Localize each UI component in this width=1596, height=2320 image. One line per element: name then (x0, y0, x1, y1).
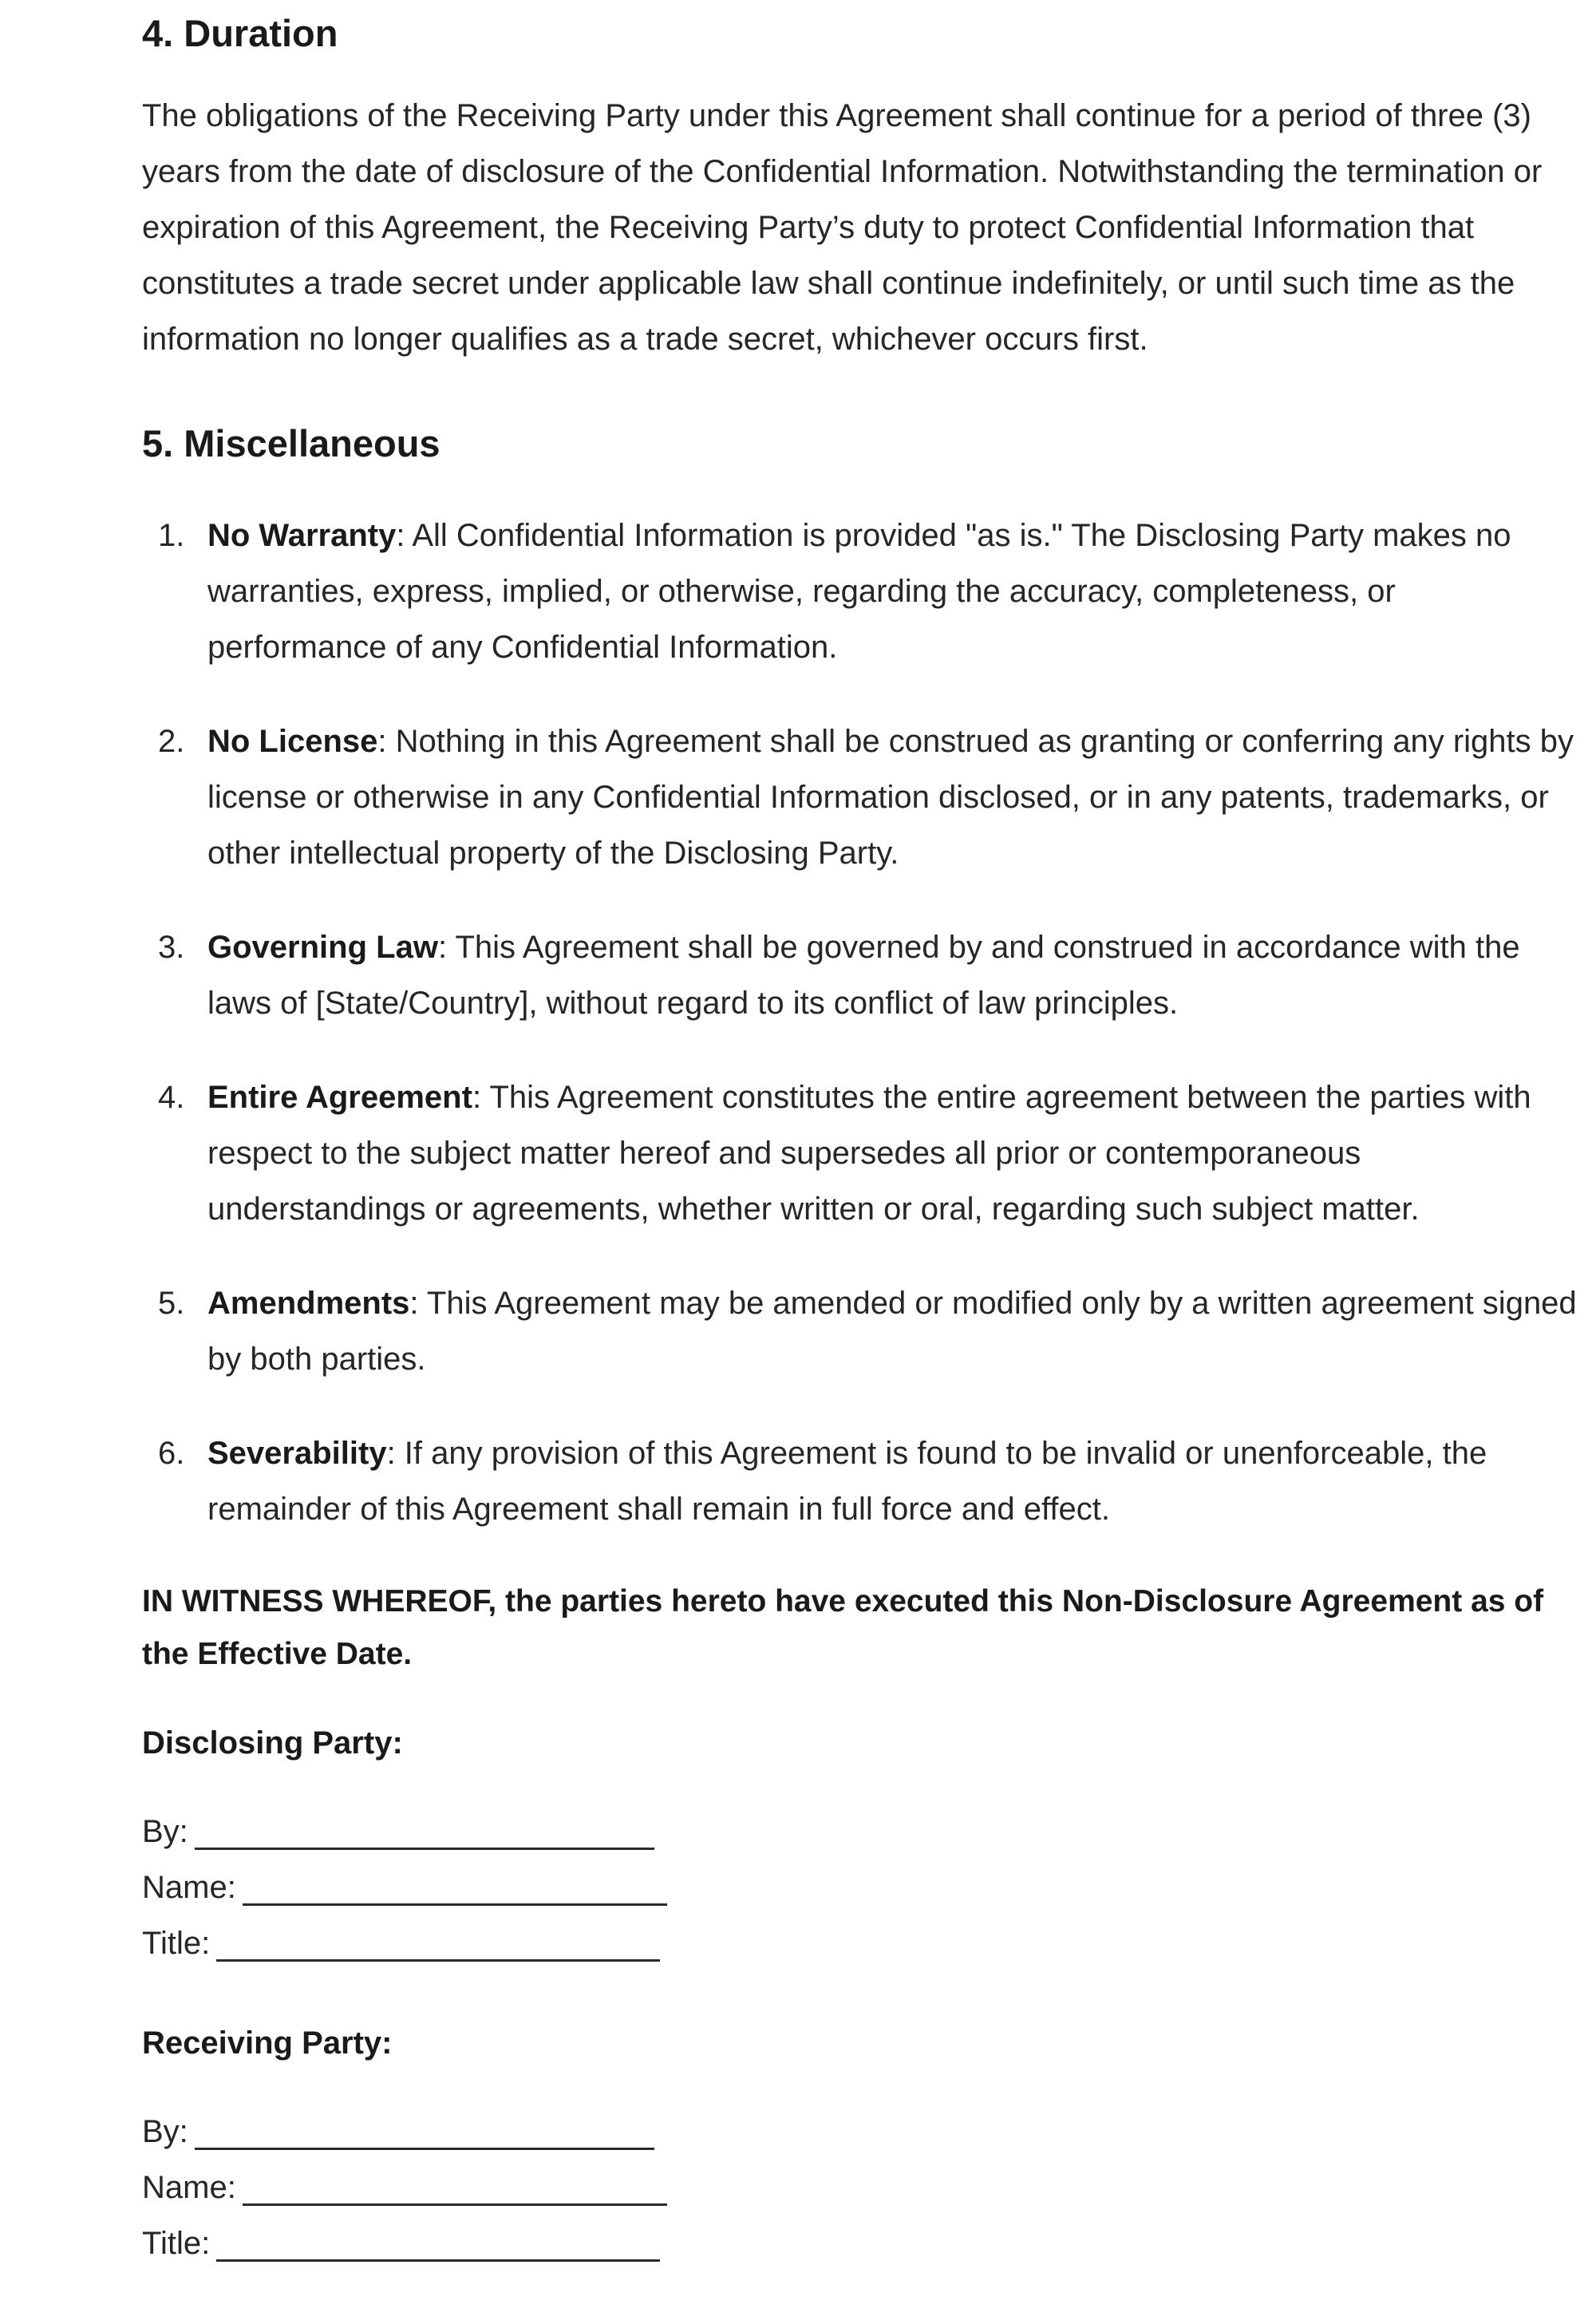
list-item-number: 1. (158, 518, 185, 553)
title-blank[interactable] (216, 1924, 660, 1962)
list-item-governing-law (142, 919, 1580, 1031)
list-item-term: No License (207, 724, 378, 759)
list-item-text: : This Agreement shall be governed by and construed in accordance with the laws of [State/Country], without regard to its conflict of law principles. (207, 930, 1520, 1021)
disclosing-by-line (142, 1804, 1586, 1860)
by-label: By: (142, 2114, 188, 2149)
list-item-amendments (142, 1275, 1580, 1387)
duration-heading: 4. Duration (142, 12, 338, 54)
name-label: Name: (142, 1870, 236, 1905)
title-label: Title: (142, 2226, 211, 2261)
list-item-number: 5. (158, 1286, 185, 1321)
disclosing-party-signature-block (142, 1804, 1586, 1971)
name-blank[interactable] (243, 1868, 667, 1906)
by-blank[interactable] (195, 1812, 654, 1850)
title-label: Title: (142, 1926, 211, 1961)
disclosing-party-label: Disclosing Party: (142, 1725, 403, 1761)
list-item-text: : If any provision of this Agreement is found to be invalid or unenforceable, the remainder of this Agreement shall remain in full force and effect. (207, 1436, 1487, 1527)
list-item-text: : All Confidential Information is provided "as is." The Disclosing Party makes no warranties, express, implied, or otherwise, regarding the accuracy, completeness, or performance of any Confidential Information. (207, 518, 1511, 665)
receiving-title-line (142, 2215, 1586, 2271)
name-blank[interactable] (243, 2168, 667, 2206)
list-item-number: 3. (158, 930, 185, 965)
list-item-number: 4. (158, 1080, 185, 1115)
list-item-entire-agreement (142, 1069, 1580, 1237)
list-item-severability (142, 1425, 1580, 1537)
receiving-by-line (142, 2104, 1586, 2160)
witness-statement: IN WITNESS WHEREOF, the parties hereto have executed this Non-Disclosure Agreement as of the Effective Date. (142, 1584, 1544, 1671)
list-item-number: 6. (158, 1436, 185, 1471)
list-item-text: : Nothing in this Agreement shall be construed as granting or conferring any rights by license or otherwise in any Confidential Information disclosed, or in any patents, trademarks, or other intellectual property of the Disclosing Party. (207, 724, 1574, 871)
duration-paragraph: The obligations of the Receiving Party under this Agreement shall continue for a period of three (3) years from the date of disclosure of the Confidential Information. Notwithstanding the termination or expiration of this Agreement, the Receiving Party’s duty to protect Confidential Information that constitutes a trade secret under applicable law shall continue indefinitely, or until such time as the information no longer qualifies as a trade secret, whichever occurs first. (142, 98, 1543, 357)
title-blank[interactable] (216, 2224, 660, 2262)
list-item-number: 2. (158, 724, 185, 759)
receiving-party-signature-block (142, 2104, 1586, 2271)
list-item-term: Governing Law (207, 930, 438, 965)
disclosing-name-line (142, 1860, 1586, 1915)
list-item-no-license (142, 713, 1580, 881)
list-item-text: : This Agreement may be amended or modified only by a written agreement signed by both parties. (207, 1286, 1577, 1377)
miscellaneous-list (142, 508, 1586, 1537)
list-item-term: Entire Agreement (207, 1080, 472, 1115)
disclosing-title-line (142, 1915, 1586, 1971)
list-item-term: No Warranty (207, 518, 397, 553)
list-item-no-warranty (142, 508, 1580, 675)
name-label: Name: (142, 2170, 236, 2205)
miscellaneous-heading: 5. Miscellaneous (142, 422, 440, 464)
list-item-text: : This Agreement constitutes the entire agreement between the parties with respect to the subject matter hereof and supersedes all prior or contemporaneous understandings or agreements, whether written or oral, regarding such subject matter. (207, 1080, 1531, 1227)
by-label: By: (142, 1814, 188, 1849)
receiving-name-line (142, 2160, 1586, 2215)
receiving-party-label: Receiving Party: (142, 2026, 393, 2061)
list-item-term: Severability (207, 1436, 387, 1471)
by-blank[interactable] (195, 2113, 654, 2150)
agreement-page (142, 0, 1586, 2271)
list-item-term: Amendments (207, 1286, 410, 1321)
